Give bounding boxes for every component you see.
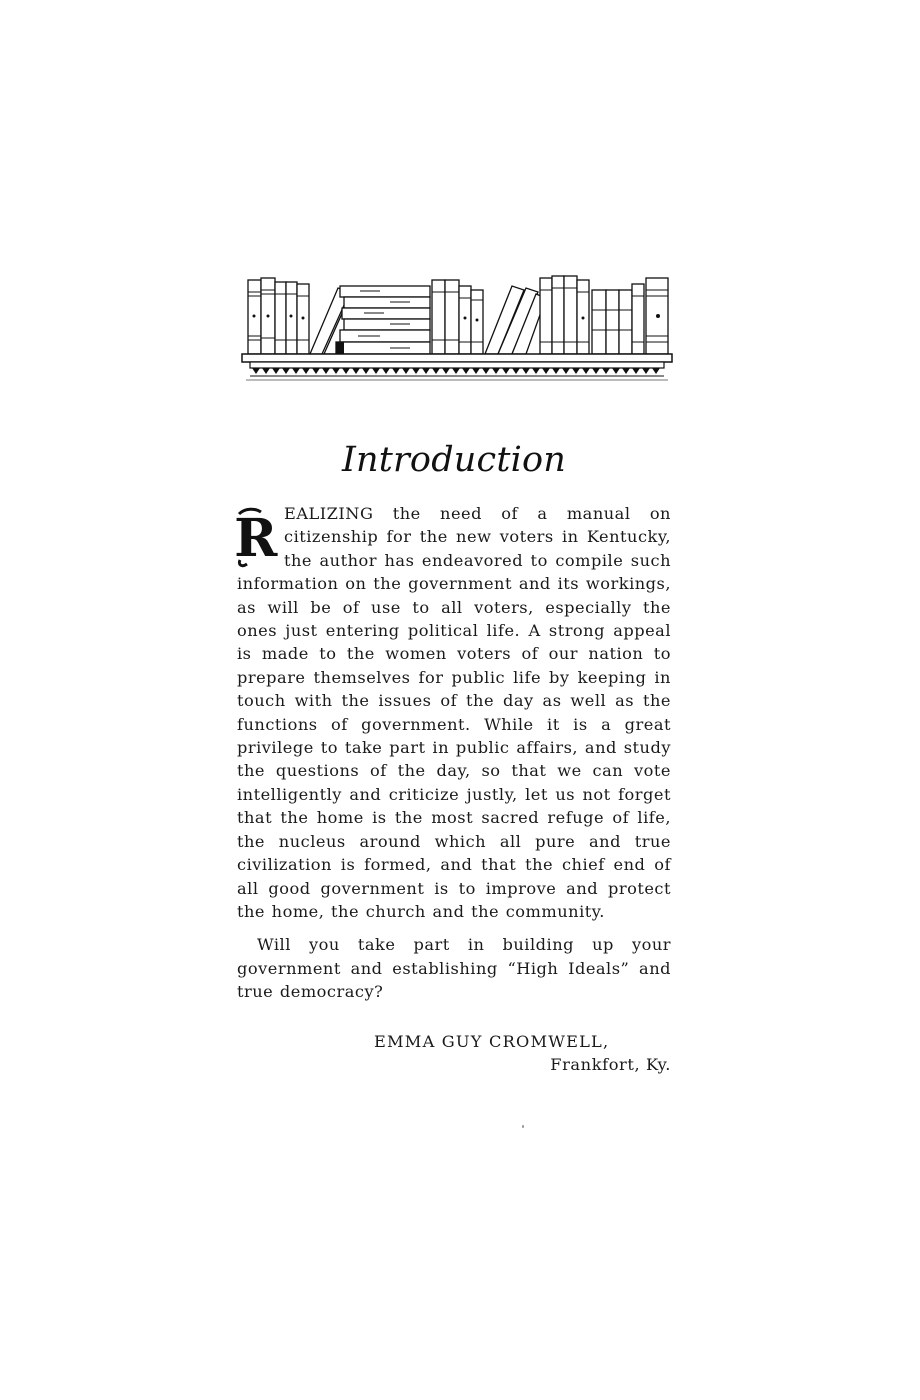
intro-paragraph-1: EALIZING the need of a manual on citizenship for the new voters in Kentucky, the author has endeavored to compile such information on the government and its workings, as will be of use to all voters, especially the ones just entering political life. A strong appeal is made to the women voters of our nation to prepare themselves for public life by keeping in touch with the issues of the day as well as the functions of government. While it is a great privilege to take part in public affairs, and study the questions of the day, so that we can vote intelligently and criticize justly, let us not forget that the home is the most sacred refuge of life, the nucleus around which all pure and true civilization is formed, and that the chief end of all good government is to improve and protect the home, the church and the community. — [237, 504, 671, 921]
paper-speck — [522, 1125, 524, 1128]
svg-text:R: R — [234, 508, 278, 569]
intro-paragraph-2: Will you take part in building up your government and establishing “High Ideals” and true democracy? — [237, 935, 671, 1002]
page-title: Introduction — [341, 440, 567, 480]
bookshelf-illustration — [240, 270, 674, 388]
introduction-body — [234, 502, 671, 1004]
author-location: Frankfort, Ky. — [550, 1055, 671, 1074]
author-signature: EMMA GUY CROMWELL, — [374, 1032, 610, 1051]
blackletter-initial-r-icon — [234, 506, 278, 570]
